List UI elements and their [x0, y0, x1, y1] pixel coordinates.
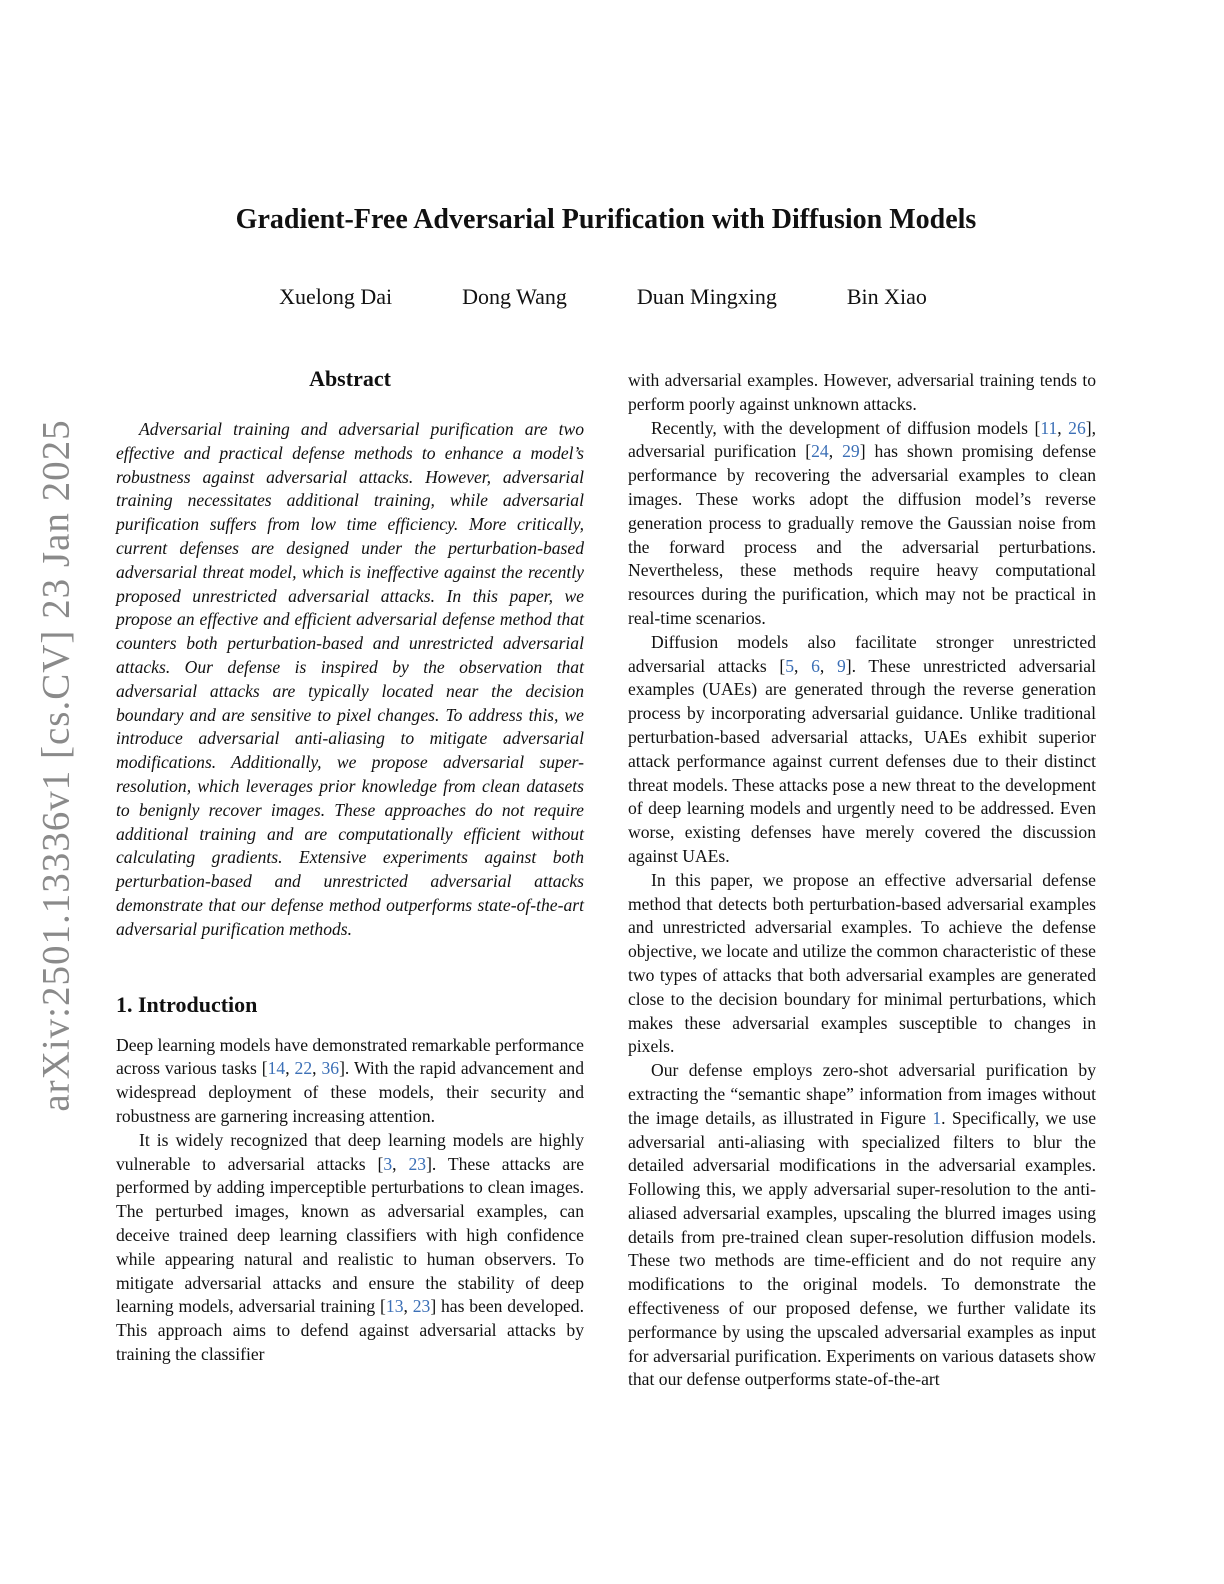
abstract-text: Adversarial training and adversarial purification are two effective and practical defense methods to enhance a model’s robustness against adversarial attacks. However, adversarial training necessitates additional training, while adversarial purification suffers from low time efficiency. More critically, current defenses are designed under the perturbation-based adversarial threat model, which is ineffective against the recently proposed unrestricted adversarial attacks. In this paper, we propose an effective and efficient adversarial defense method that counters both perturbation-based and unrestricted adversarial attacks. Our defense is inspired by the observation that adversarial attacks are typically located near the decision boundary and are sensitive to pixel changes. To address this, we introduce adversarial anti-aliasing to mitigate adversarial modifications. Additionally, we propose adversarial super-resolution, which leverages prior knowledge from clean datasets to benignly recover images. These approaches do not require additional training and are computationally efficient without calculating gradients. Extensive experiments against both perturbation-based and unrestricted adversarial attacks demonstrate that our defense method outperforms state-of-the-art adversarial purification methods.: [116, 419, 584, 939]
paragraph-text: It is widely recognized that deep learning models are highly vulnerable to adversarial attacks [: [116, 1129, 584, 1174]
author-list: [0, 284, 1206, 310]
paper-title: Gradient-Free Adversarial Purification with Diffusion Models: [235, 204, 977, 235]
body-paragraph: [628, 1059, 1096, 1392]
author-name: Xuelong Dai: [279, 284, 393, 309]
citation-link[interactable]: 9: [836, 655, 846, 676]
arxiv-identifier-text: arXiv:2501.13336v1 [cs.CV] 23 Jan 2025: [34, 418, 78, 1112]
citation-link[interactable]: 24: [811, 441, 829, 462]
paragraph-text: ], adversarial purification [: [628, 417, 1096, 462]
abstract-heading: Abstract: [309, 366, 391, 391]
citation-link[interactable]: 36: [321, 1058, 340, 1079]
paragraph-text: ]. These attacks are performed by adding imperceptible perturbations to clean images. The perturbed images, known as adversarial examples, can deceive trained deep learning classifiers with high confidence while appearing natural and realistic to human observers. To mitigate adversarial attacks and ensure the stability of deep learning models, adversarial training [: [116, 1153, 585, 1317]
arxiv-identifier: [30, 420, 82, 1110]
author-name: Dong Wang: [462, 284, 567, 309]
separator: ,: [312, 1058, 322, 1079]
figure-reference-link[interactable]: 1: [932, 1107, 942, 1128]
paragraph-text: ]. These unrestricted adversarial examples (UAEs) are generated through the reverse generation process by incorporating adversarial guidance. Unlike traditional perturbation-based adversarial attacks, UAEs exhibit superior attack performance against current defenses due to their distinct threat models. These attacks pose a new threat to the development of deep learning models and urgently need to be addressed. Even worse, existing defenses have merely covered the discussion against UAEs.: [628, 655, 1096, 866]
paragraph-text: Diffusion models also facilitate stronger unrestricted adversarial attacks [: [628, 631, 1096, 676]
citation-link[interactable]: 13: [385, 1296, 404, 1317]
paragraph-text: Deep learning models have demonstrated remarkable performance across various tasks [: [116, 1034, 584, 1079]
body-paragraph: [628, 417, 1096, 631]
citation-link[interactable]: 29: [842, 441, 860, 462]
citation-link[interactable]: 22: [294, 1058, 313, 1079]
abstract: [116, 418, 584, 942]
body-paragraph: In this paper, we propose an effective adversarial defense method that detects both perturbation-based adversarial examples and unrestricted adversarial examples. To achieve the defense objective, we locate and utilize the common characteristic of these two types of attacks that both adversarial examples are generated close to the decision boundary for minimal perturbations, which makes these adversarial examples susceptible to changes in pixels.: [628, 869, 1096, 1057]
separator: ,: [794, 655, 812, 676]
right-column: [628, 369, 1096, 1392]
citation-link[interactable]: 26: [1068, 417, 1086, 438]
body-paragraph: [628, 631, 1096, 869]
paragraph-text: ]. With the rapid advancement and widespread deployment of these models, their security and robustness are garnering increasing attention.: [116, 1058, 585, 1126]
paragraph-text: Recently, with the development of diffusion models [: [651, 417, 1041, 438]
separator: ,: [403, 1296, 413, 1317]
citation-link[interactable]: 14: [267, 1058, 286, 1079]
citation-link[interactable]: 3: [383, 1153, 393, 1174]
separator: ,: [392, 1153, 409, 1174]
author-name: Duan Mingxing: [636, 284, 777, 309]
paragraph-text: ] has been developed. This approach aims to defend against adversarial attacks by training the classifier: [116, 1296, 584, 1364]
intro-paragraph-2: [116, 1129, 584, 1367]
citation-link[interactable]: 23: [408, 1153, 427, 1174]
citation-link[interactable]: 11: [1040, 417, 1058, 438]
separator: ,: [285, 1058, 295, 1079]
paragraph-text: Our defense employs zero-shot adversarial purification by extracting the “semantic shape” information from images without the image details, as illustrated in Figure: [628, 1060, 1096, 1128]
separator: ,: [1057, 417, 1069, 438]
section-heading-introduction: 1. Introduction: [116, 991, 258, 1017]
paragraph-text: . Specifically, we use adversarial anti-aliasing with specialized filters to blur the detailed adversarial modifications in the adversarial examples. Following this, we apply adversarial super-resolution to the anti-aliased adversarial examples, upscaling the blurred images using details from pre-trained clean super-resolution diffusion models. These two methods are time-efficient and do not require any modifications to the original models. To demonstrate the effectiveness of our proposed defense, we further validate its performance by using the upscaled adversarial examples as input for adversarial purification. Experiments on various datasets show that our defense outperforms state-of-the-art: [628, 1107, 1097, 1390]
citation-link[interactable]: 5: [785, 655, 795, 676]
separator: ,: [828, 441, 843, 462]
intro-paragraph-1: [116, 1034, 584, 1129]
citation-link[interactable]: 23: [412, 1296, 431, 1317]
paragraph-text: ] has shown promising defense performance by recovering the adversarial examples to clean images. These works adopt the diffusion model’s reverse generation process to gradually remove the Gaussian noise from the forward process and the adversarial perturbations. Nevertheless, these methods require heavy computational resources during the purification, which may not be practical in real-time scenarios.: [628, 441, 1097, 628]
left-column: [116, 366, 584, 1367]
citation-link[interactable]: 6: [811, 655, 820, 676]
separator: ,: [819, 655, 837, 676]
author-name: Bin Xiao: [846, 284, 927, 309]
continued-paragraph: with adversarial examples. However, adversarial training tends to perform poorly against unknown attacks.: [628, 370, 1096, 414]
